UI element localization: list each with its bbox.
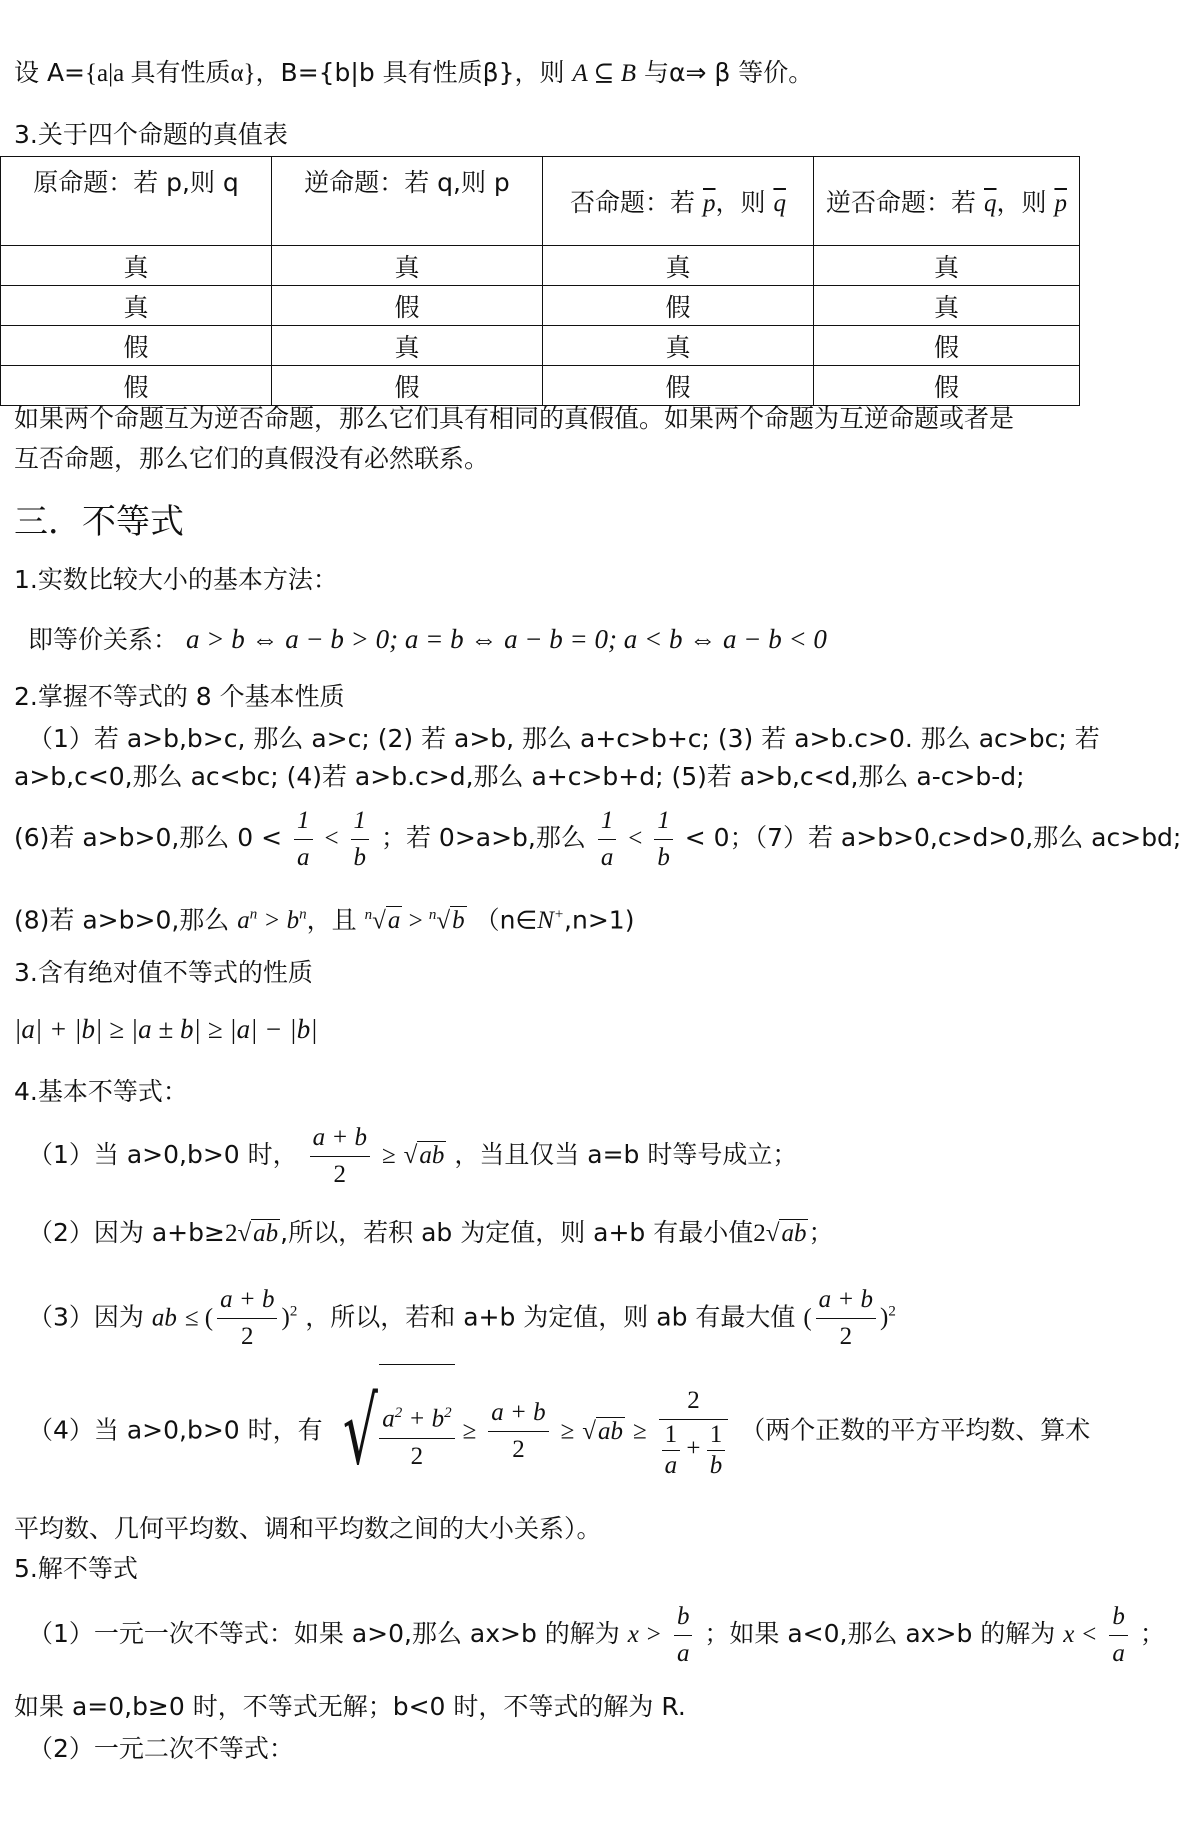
quadratic-mean: √ $\frac{a^2 + b^2}{2}$	[331, 1364, 455, 1499]
section1-formula: a > b ⇔ a − b > 0; a = b ⇔ a − b = 0; a < b ⇔ a − b < 0	[185, 624, 827, 654]
intro-tail: 与α⇒ β 等价。	[636, 58, 814, 87]
truth-table-heading: 3.关于四个命题的真值表	[14, 120, 288, 149]
section4-item1: （1）当 a>0,b>0 时， $\frac{a + b}{2}$ ≥ √ab ，当且仅当 a=b 时等号成立；	[28, 1115, 797, 1196]
item2-text-a: （2）因为 a+b≥	[28, 1218, 225, 1247]
intro-prefix: 设 A=	[14, 58, 85, 87]
table-cell: 真	[543, 326, 814, 366]
property8-text-a: (8)若 a>b>0,那么	[14, 905, 238, 935]
root-inequality: $^n$√a > $^n$√b	[364, 907, 465, 935]
section2-line2: a>b,c<0,那么 ac<bc; (4)若 a>b.c>d,那么 a+c>b+d; (5)若 a>b,c<d,那么 a-c>b-d;	[14, 762, 1025, 791]
section3-heading: 3.含有绝对值不等式的性质	[14, 958, 313, 987]
fraction-b-over-a: $\frac{b}{a}$	[1109, 1599, 1128, 1672]
item2-text-b: ,所以，若积 ab 为定值，则 a+b 有最小值	[280, 1218, 754, 1247]
table-row	[1, 286, 1080, 326]
truth-note-line1: 如果两个命题互为逆否命题，那么它们具有相同的真假值。如果两个命题为互逆命题或者是	[14, 404, 1015, 433]
section4-item4: （4）当 a>0,b>0 时，有 √ $\frac{a^2 + b^2}{2}$ ≥ $\frac{a + b}{2}$ ≥ √ab ≥ 2 $\frac{1}{a}$ + $\frac{1}{b}$ （两个正数的平方平均数、算术	[28, 1364, 1090, 1499]
section4-heading: 4.基本不等式：	[14, 1077, 188, 1106]
section1-equivalence	[28, 622, 827, 657]
section5-item2: （2）一元二次不等式：	[28, 1734, 294, 1763]
truth-table	[0, 156, 1080, 406]
property8-text-c: （n∈	[474, 905, 538, 935]
header-inverse-mid: ，则	[715, 188, 774, 217]
fraction-a-plus-b-over-2: $\frac{a + b}{2}$	[310, 1120, 370, 1193]
absolute-value-inequality: |a| + |b| ≥ |a ± b| ≥ |a| − |b|	[14, 1014, 318, 1044]
intro-line	[14, 56, 813, 91]
table-cell: 假	[272, 366, 543, 406]
fraction-b-over-a: $\frac{b}{a}$	[674, 1599, 693, 1672]
intro-mid: ，B={b|b 具有性质β}，则	[255, 58, 573, 87]
power-inequality: $a^n > b^n$	[237, 907, 307, 935]
s5-item1-text-b: ；如果 a<0,那么 ax>b 的解为	[704, 1619, 1056, 1648]
truth-note-line2: 互否命题，那么它们的真假没有必然联系。	[14, 444, 490, 473]
header-contra-pre: 逆否命题：若	[826, 188, 984, 217]
property6-text-c: < 0；（7）若 a>b>0,c>d>0,那么 ac>bd;	[684, 823, 1181, 852]
header-converse: 逆命题：若 q,则 p	[272, 157, 543, 246]
table-cell: 真	[814, 286, 1080, 326]
section2-line3: (6)若 a>b>0,那么 0 < $\frac{1}{a}$ < $\frac{1}{b}$ ；若 0>a>b,那么 $\frac{1}{a}$ < $\frac{1}{b}$ < 0；（7）若 a>b>0,c>d>0,那么 ac>bd;	[14, 800, 1181, 877]
fraction-a-plus-b-over-2: $\frac{a + b}{2}$	[816, 1282, 876, 1355]
table-cell: 假	[1, 366, 272, 406]
header-inverse-v2: $\overline{q}$	[773, 190, 786, 217]
table-cell: 假	[543, 366, 814, 406]
header-original: 原命题：若 p,则 q	[1, 157, 272, 246]
header-contra-v1: $\overline{q}$	[984, 190, 997, 217]
table-cell: 真	[272, 246, 543, 286]
item3-text-b: ，所以，若和 a+b 为定值，则 ab 有最大值	[305, 1302, 796, 1332]
property6-text-a: (6)若 a>b>0,那么 0 <	[14, 823, 283, 852]
item4-text-a: （4）当 a>0,b>0 时，有	[28, 1415, 323, 1445]
intro-formula: A ⊆ B	[572, 60, 637, 87]
item2-text-c: ；	[808, 1218, 834, 1247]
two-sqrt-ab: 2√ab	[224, 1220, 279, 1247]
table-row	[1, 366, 1080, 406]
header-contrapositive	[814, 157, 1080, 246]
table-cell: 假	[814, 326, 1080, 366]
table-cell: 真	[1, 286, 272, 326]
item1-text-a: （1）当 a>0,b>0 时，	[28, 1140, 298, 1169]
geometric-mean: √ab	[582, 1417, 623, 1445]
table-cell: 假	[814, 366, 1080, 406]
fraction-1-over-a: $\frac{1}{a}$	[598, 803, 617, 876]
fraction-a-plus-b-over-2: $\frac{a + b}{2}$	[217, 1282, 277, 1355]
property8-text-b: ，且	[306, 905, 365, 935]
fraction-1-over-b: $\frac{1}{b}$	[351, 803, 370, 876]
table-cell: 假	[1, 326, 272, 366]
section5-heading: 5.解不等式	[14, 1554, 138, 1583]
item3-text-a: （3）因为	[28, 1302, 144, 1332]
table-cell: 真	[814, 246, 1080, 286]
chapter-title: 三．不等式	[14, 502, 184, 542]
s5-item1-text-a: （1）一元一次不等式：如果 a>0,那么 ax>b 的解为	[28, 1619, 620, 1648]
property6-text-b: ；若 0>a>b,那么	[380, 823, 586, 852]
section2-heading: 2.掌握不等式的 8 个基本性质	[14, 682, 345, 711]
property8-text-d: ,n>1)	[564, 905, 635, 935]
section4-item4-cont: 平均数、几何平均数、调和平均数之间的大小关系）。	[14, 1514, 602, 1543]
truth-table-header-row	[1, 157, 1080, 246]
intro-setA: {a|a 具有性质α}	[85, 60, 256, 87]
item1-text-b: ，当且仅当 a=b 时等号成立；	[454, 1140, 798, 1169]
fraction-1-over-a: $\frac{1}{a}$	[294, 803, 313, 876]
section1-label: 即等价关系：	[28, 625, 179, 654]
section2-line4: (8)若 a>b>0,那么 $a^n > b^n$，且 $^n$√a > $^n$√b （n∈N+,n>1)	[14, 898, 634, 938]
fraction-1-over-b: $\frac{1}{b}$	[654, 803, 673, 876]
table-row	[1, 246, 1080, 286]
section4-item3: （3）因为 ab ≤ ( $\frac{a + b}{2}$ )$^2$ ，所以，若和 a+b 为定值，则 ab 有最大值 ( $\frac{a + b}{2}$ )$^2$	[28, 1272, 896, 1358]
table-cell: 真	[543, 246, 814, 286]
header-contra-mid: ，则	[996, 188, 1055, 217]
section2-line1: （1）若 a>b,b>c, 那么 a>c; (2) 若 a>b, 那么 a+c>b+c; (3) 若 a>b.c>0. 那么 ac>bc; 若	[28, 724, 1100, 753]
table-cell: 真	[272, 326, 543, 366]
item4-text-b: （两个正数的平方平均数、算术	[740, 1415, 1091, 1445]
section5-item1: （1）一元一次不等式：如果 a>0,那么 ax>b 的解为 x > $\frac{b}{a}$ ；如果 a<0,那么 ax>b 的解为 x < $\frac{b}{a}$ ；	[28, 1594, 1165, 1675]
header-inverse	[543, 157, 814, 246]
arithmetic-mean: $\frac{a + b}{2}$	[488, 1395, 548, 1468]
header-inverse-pre: 否命题：若	[570, 188, 703, 217]
header-inverse-v1: $\overline{p}$	[703, 190, 716, 217]
table-cell: 真	[1, 246, 272, 286]
section5-item1-cont: 如果 a=0,b≥0 时，不等式无解；b<0 时，不等式的解为 R.	[14, 1692, 686, 1721]
table-cell: 假	[272, 286, 543, 326]
section1-heading: 1.实数比较大小的基本方法：	[14, 565, 338, 594]
harmonic-mean: 2 $\frac{1}{a}$ + $\frac{1}{b}$	[659, 1383, 729, 1481]
table-cell: 假	[543, 286, 814, 326]
sqrt-ab: √ab	[403, 1142, 445, 1169]
s5-item1-text-c: ；	[1139, 1619, 1165, 1648]
two-sqrt-ab: 2√ab	[753, 1220, 807, 1247]
table-row	[1, 326, 1080, 366]
section4-item2	[28, 1216, 833, 1251]
header-contra-v2: $\overline{p}$	[1054, 190, 1067, 217]
